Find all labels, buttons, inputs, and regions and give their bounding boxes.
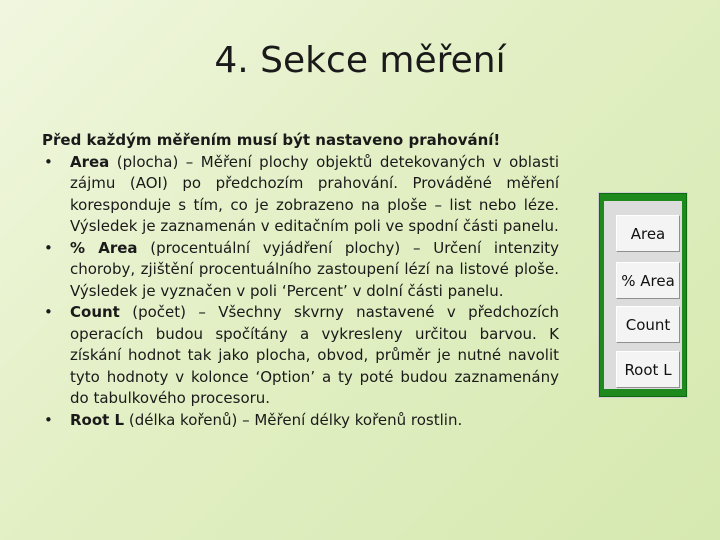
desc-root-length: (délka kořenů) – Měření délky kořenů rostlin. xyxy=(124,410,463,429)
term-area: Area xyxy=(70,152,110,171)
measurement-panel xyxy=(598,192,688,398)
slide-body xyxy=(42,130,559,431)
panel-background xyxy=(604,201,682,389)
term-count: Count xyxy=(70,303,120,321)
slide-title: 4. Sekce měření xyxy=(214,40,506,81)
desc-area: (plocha) – Měření plochy objektů detekovaných v oblasti zájmu (AOI) po předchozím prahování. Prováděné měření koresponduje s tím, co je zobrazeno na ploše – list nebo léze. Výsledek je zaznamenán v editačním poli ve spodní části panelu. xyxy=(70,152,559,235)
list-item-area xyxy=(42,152,559,238)
desc-percent-area: (procentuální vyjádření plochy) – Určení intenzity choroby, zjištění procentuálního zastoupení lézí na listové ploše. Výsledek je vyznačen v poli ‘Percent’ v dolní části panelu. xyxy=(70,238,559,300)
list-item-count xyxy=(42,302,559,410)
bullet-list xyxy=(42,152,559,432)
bullet-icon: • xyxy=(44,303,53,321)
list-item-root-length xyxy=(42,410,559,432)
root-length-button[interactable]: Root L xyxy=(616,351,680,388)
term-root-length: Root L xyxy=(70,410,125,429)
term-percent-area: % Area xyxy=(70,238,138,257)
bullet-icon: • xyxy=(44,410,53,429)
desc-count: (počet) – Všechny skvrny nastavené v předchozích operacích budou spočítány a vykresleny určitou barvou. K získání hodnot tak jako plocha, obvod, průměr je nutné navolit tyto hodnoty v kolonce ‘Option’ a ty poté budou zaznamenány do tabulkového procesoru. xyxy=(70,303,559,407)
count-button[interactable]: Count xyxy=(616,306,680,343)
intro-text: Před každým měřením musí být nastaveno prahování! xyxy=(42,131,501,149)
list-item-percent-area xyxy=(42,238,559,303)
bullet-icon: • xyxy=(44,238,53,257)
bullet-icon: • xyxy=(44,152,53,171)
percent-area-button[interactable]: % Area xyxy=(616,262,680,299)
area-button[interactable]: Area xyxy=(616,215,680,252)
